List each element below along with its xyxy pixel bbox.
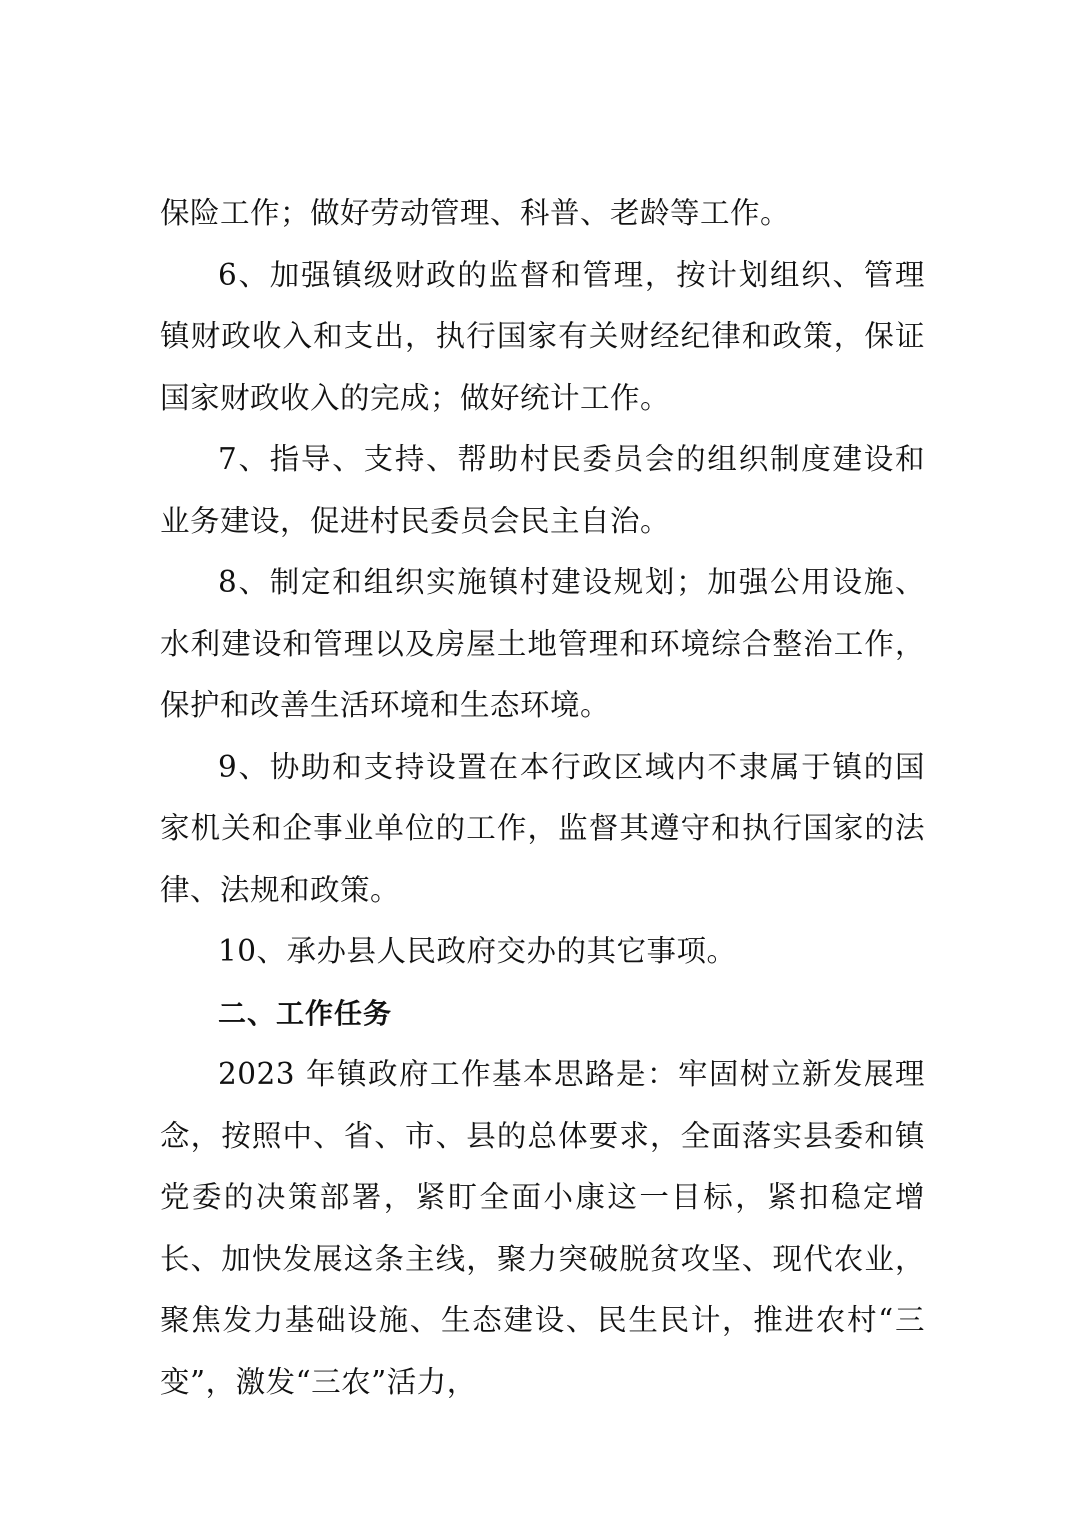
paragraph-item-6: 6、加强镇级财政的监督和管理，按计划组织、管理镇财政收入和支出，执行国家有关财经纪律和政策，保证国家财政收入的完成；做好统计工作。 xyxy=(160,257,925,415)
paragraph-continuation: 保险工作；做好劳动管理、科普、老龄等工作。 xyxy=(160,196,791,230)
document-body xyxy=(160,183,925,1413)
section-heading: 二、工作任务 xyxy=(218,996,393,1030)
paragraph-work-plan: 2023 年镇政府工作基本思路是：牢固树立新发展理念，按照中、省、市、县的总体要求，全面落实县委和镇党委的决策部署，紧盯全面小康这一目标，紧扣稳定增长、加快发展这条主线，聚力突破脱贫攻坚、现代农业，聚焦发力基础设施、生态建设、民生民计，推进农村“三变”，激发“三农”活力， xyxy=(160,1057,925,1399)
paragraph-item-8: 8、制定和组织实施镇村建设规划；加强公用设施、水利建设和管理以及房屋土地管理和环境综合整治工作，保护和改善生活环境和生态环境。 xyxy=(160,565,925,722)
paragraph-item-10: 10、承办县人民政府交办的其它事项。 xyxy=(218,934,737,968)
paragraph-item-9: 9、协助和支持设置在本行政区域内不隶属于镇的国家机关和企事业单位的工作，监督其遵守和执行国家的法律、法规和政策。 xyxy=(160,749,925,907)
paragraph-item-7: 7、指导、支持、帮助村民委员会的组织制度建设和业务建设，促进村民委员会民主自治。 xyxy=(160,442,925,538)
